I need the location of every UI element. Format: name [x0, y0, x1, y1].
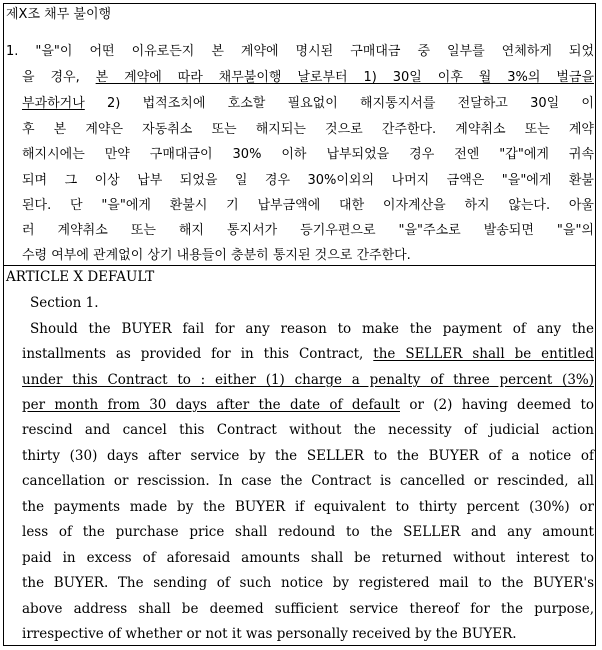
korean-line: 된다. 단 "을"에게 환불시 기 납부금액에 대한 이자계산을 하지 않는다. 아울: [22, 198, 594, 213]
english-line: irrespective of whether or not it was personally received by the BUYER.: [22, 626, 517, 642]
english-line: thirty (30) days after service by the SELLER to the BUYER of a notice of: [22, 448, 594, 464]
korean-line: 러 계약취소 또는 해지 통지서가 등기우편으로 "을"주소로 발송되면 "을"의: [22, 223, 594, 238]
korean-line: 을 경우, 본 계약에 따라 채무불이행 날로부터 1) 30일 이후 월 3%의 벌금을: [22, 70, 594, 85]
korean-line: 부과하거나 2) 법적조치에 호소할 필요없이 해지통지서를 전달하고 30일 이: [22, 96, 594, 111]
english-line: less of the purchase price shall redound to the SELLER and any amount: [22, 524, 594, 540]
korean-line: 수령 여부에 관계없이 상기 내용들이 충분히 통지된 것으로 간주한다.: [22, 248, 411, 263]
english-line: above address shall be deemed sufficient service thereof for the purpose,: [22, 601, 594, 617]
english-line: per month from 30 days after the date of default or (2) having deemed to: [22, 397, 594, 413]
english-line: the payments made by the BUYER if equivalent to thirty percent (30%) or: [22, 499, 594, 515]
korean-line: 후 본 계약은 자동취소 또는 해지되는 것으로 간주한다. 계약취소 또는 계약: [22, 122, 594, 137]
korean-line: 해지시에는 만약 구매대금이 30% 이하 납부되었을 경우 전엔 "갑"에게 귀속: [22, 147, 594, 162]
english-line: paid in excess of aforesaid amounts shall be returned without interest to: [22, 550, 594, 566]
english-line: under this Contract to : either (1) charge a penalty of three percent (3%): [22, 372, 594, 388]
english-line: rescind and cancel this Contract without the necessity of judicial action: [22, 422, 594, 438]
english-line: the BUYER. The sending of such notice by registered mail to the BUYER's: [22, 575, 594, 591]
korean-heading: 제X조 채무 불이행: [6, 7, 112, 22]
english-line: cancellation or rescission. In case the Contract is cancelled or rescinded, all: [22, 473, 594, 489]
korean-line: 되며 그 이상 납부 되었을 일 경우 30%이외의 나머지 금액은 "을"에게 환불: [22, 173, 594, 188]
korean-line: 1. "을"이 어떤 이유로든지 본 계약에 명시된 구매대금 중 일부를 연체하게 되었: [6, 44, 594, 59]
english-heading: ARTICLE X DEFAULT: [6, 269, 155, 285]
section-number: Section 1.: [30, 295, 99, 311]
english-line: Should the BUYER fail for any reason to make the payment of any the: [30, 321, 594, 337]
english-line: installments as provided for in this Contract, the SELLER shall be entitled: [22, 346, 594, 362]
